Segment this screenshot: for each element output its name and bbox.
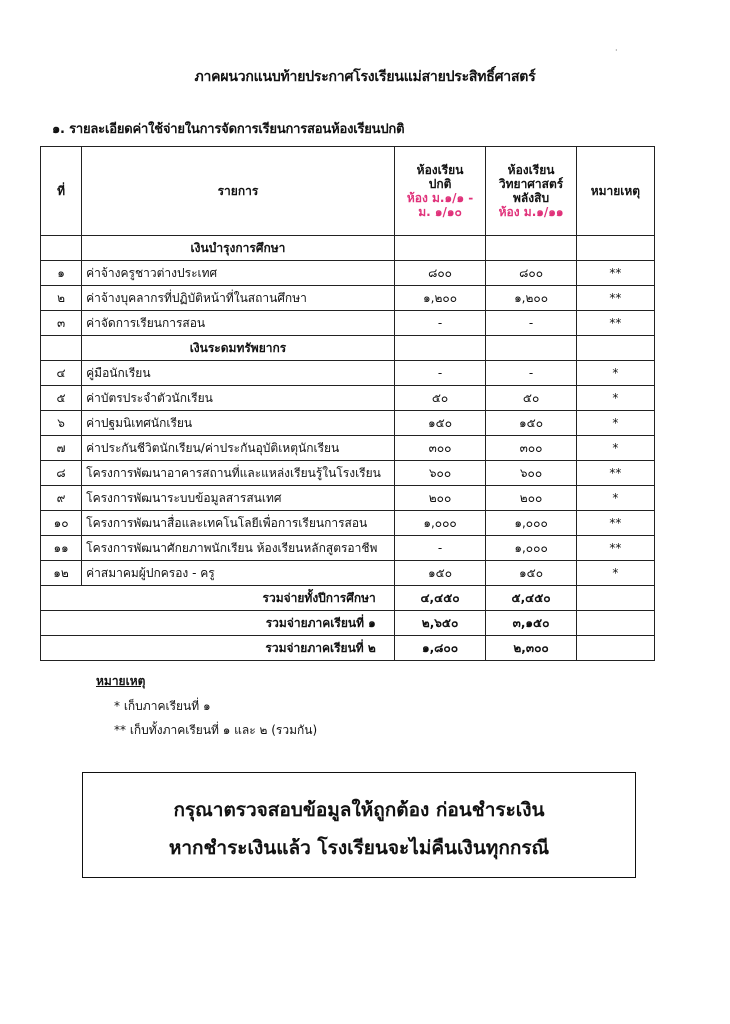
row-note: ** [576, 511, 654, 536]
row-science-amount: ๑,๐๐๐ [486, 536, 577, 561]
row-regular-amount: ๑,๒๐๐ [394, 286, 486, 311]
table-row [41, 461, 655, 486]
row-number: ๒ [41, 286, 82, 311]
remarks-line-2: ** เก็บทั้งภาคเรียนที่ ๑ และ ๒ (รวมกัน) [114, 723, 318, 737]
table-row [41, 286, 655, 311]
row-regular-amount: ๘๐๐ [394, 261, 486, 286]
total-science-amount: ๒,๓๐๐ [486, 636, 577, 661]
row-science-amount: ๒๐๐ [486, 486, 577, 511]
row-number: ๔ [41, 361, 82, 386]
row-item: ค่าปฐมนิเทศนักเรียน [82, 411, 395, 436]
header-item: รายการ [82, 147, 395, 236]
header-regular-line2: ปกติ [428, 177, 452, 191]
section-title: ๑. รายละเอียดค่าใช้จ่ายในการจัดการเรียนการสอนห้องเรียนปกติ [52, 122, 405, 137]
row-regular-amount: ๒๐๐ [394, 486, 486, 511]
table-row [41, 311, 655, 336]
group-blank [576, 336, 654, 361]
header-regular-rooms: ห้อง ม.๑/๑ - [406, 191, 474, 205]
row-science-amount: ๑,๒๐๐ [486, 286, 577, 311]
row-number: ๕ [41, 386, 82, 411]
total-row [41, 636, 655, 661]
row-note: * [576, 386, 654, 411]
row-regular-amount: ๑,๐๐๐ [394, 511, 486, 536]
total-regular-amount: ๑,๘๐๐ [394, 636, 486, 661]
group-row-resource-mobilization [41, 336, 655, 361]
row-regular-amount: - [394, 536, 486, 561]
header-note: หมายเหตุ [576, 147, 654, 236]
row-science-amount: ๑,๐๐๐ [486, 511, 577, 536]
stray-mark: · [615, 46, 618, 55]
row-note: ** [576, 311, 654, 336]
header-no: ที่ [41, 147, 82, 236]
group-blank [394, 336, 486, 361]
row-note: ** [576, 261, 654, 286]
row-science-amount: ๓๐๐ [486, 436, 577, 461]
row-item: โครงการพัฒนาอาคารสถานที่และแหล่งเรียนรู้ในโรงเรียน [82, 461, 395, 486]
page-title: ภาคผนวกแนบท้ายประกาศโรงเรียนแม่สายประสิทธิ์ศาสตร์ [194, 69, 536, 85]
row-number: ๑๐ [41, 511, 82, 536]
table-row [41, 486, 655, 511]
row-number: ๖ [41, 411, 82, 436]
table-row [41, 261, 655, 286]
row-number: ๑ [41, 261, 82, 286]
row-note: * [576, 486, 654, 511]
row-note: * [576, 436, 654, 461]
row-number: ๑๒ [41, 561, 82, 586]
row-note: ** [576, 536, 654, 561]
total-label: รวมจ่ายทั้งปีการศึกษา [41, 586, 395, 611]
row-regular-amount: - [394, 311, 486, 336]
group-label-resource-mobilization: เงินระดมทรัพยากร [82, 336, 395, 361]
header-science-rooms: ห้อง ม.๑/๑๑ [498, 205, 564, 219]
table-row [41, 361, 655, 386]
row-regular-amount: ๕๐ [394, 386, 486, 411]
total-row [41, 611, 655, 636]
total-science-amount: ๕,๔๕๐ [486, 586, 577, 611]
row-regular-amount: ๓๐๐ [394, 436, 486, 461]
row-note: * [576, 411, 654, 436]
total-regular-amount: ๒,๖๕๐ [394, 611, 486, 636]
row-item: ค่าจัดการเรียนการสอน [82, 311, 395, 336]
row-science-amount: ๘๐๐ [486, 261, 577, 286]
notice-line-2: หากชำระเงินแล้ว โรงเรียนจะไม่คืนเงินทุกกรณี [168, 837, 550, 859]
remarks-line-1: * เก็บภาคเรียนที่ ๑ [114, 699, 211, 713]
row-item: ค่าบัตรประจำตัวนักเรียน [82, 386, 395, 411]
group-blank [486, 336, 577, 361]
table-row [41, 386, 655, 411]
notice-line-1: กรุณาตรวจสอบข้อมูลให้ถูกต้อง ก่อนชำระเงิน [173, 799, 545, 821]
total-note-blank [576, 636, 654, 661]
group-blank [486, 236, 577, 261]
table-row [41, 411, 655, 436]
group-blank [576, 236, 654, 261]
notice-box [82, 772, 636, 878]
table-row [41, 536, 655, 561]
row-science-amount: ๕๐ [486, 386, 577, 411]
row-note: * [576, 361, 654, 386]
group-blank [41, 236, 82, 261]
group-label-education-fee: เงินบำรุงการศึกษา [82, 236, 395, 261]
row-number: ๘ [41, 461, 82, 486]
row-item: ค่าสมาคมผู้ปกครอง - ครู [82, 561, 395, 586]
row-number: ๗ [41, 436, 82, 461]
row-science-amount: ๑๕๐ [486, 561, 577, 586]
row-science-amount: ๑๕๐ [486, 411, 577, 436]
total-note-blank [576, 611, 654, 636]
header-regular-class [394, 147, 486, 236]
row-item: ค่าจ้างครูชาวต่างประเทศ [82, 261, 395, 286]
total-regular-amount: ๔,๔๕๐ [394, 586, 486, 611]
row-science-amount: - [486, 311, 577, 336]
header-regular-line1: ห้องเรียน [416, 163, 464, 177]
total-label: รวมจ่ายภาคเรียนที่ ๒ [41, 636, 395, 661]
row-regular-amount: - [394, 361, 486, 386]
header-science-line3: พลังสิบ [513, 191, 550, 205]
total-row [41, 586, 655, 611]
row-item: โครงการพัฒนาศักยภาพนักเรียน ห้องเรียนหลักสูตรอาชีพ [82, 536, 395, 561]
row-regular-amount: ๖๐๐ [394, 461, 486, 486]
table-row [41, 561, 655, 586]
row-number: ๙ [41, 486, 82, 511]
row-item: ค่าจ้างบุคลากรที่ปฏิบัติหน้าที่ในสถานศึกษา [82, 286, 395, 311]
table-row [41, 436, 655, 461]
row-note: * [576, 561, 654, 586]
row-regular-amount: ๑๕๐ [394, 411, 486, 436]
group-blank [394, 236, 486, 261]
group-row-education-fee [41, 236, 655, 261]
group-blank [41, 336, 82, 361]
row-regular-amount: ๑๕๐ [394, 561, 486, 586]
fee-table [40, 146, 655, 661]
row-number: ๓ [41, 311, 82, 336]
header-row [41, 147, 655, 236]
row-item: โครงการพัฒนาระบบข้อมูลสารสนเทศ [82, 486, 395, 511]
total-note-blank [576, 586, 654, 611]
remarks [96, 672, 317, 745]
row-note: ** [576, 461, 654, 486]
header-science-line2: วิทยาศาสตร์ [498, 177, 564, 191]
table-row [41, 511, 655, 536]
remarks-heading: หมายเหตุ [96, 674, 146, 688]
header-science-line1: ห้องเรียน [507, 163, 555, 177]
header-science-class [486, 147, 577, 236]
row-science-amount: - [486, 361, 577, 386]
row-number: ๑๑ [41, 536, 82, 561]
row-science-amount: ๖๐๐ [486, 461, 577, 486]
row-item: ค่าประกันชีวิตนักเรียน/ค่าประกันอุบัติเหตุนักเรียน [82, 436, 395, 461]
row-item: คู่มือนักเรียน [82, 361, 395, 386]
total-science-amount: ๓,๑๕๐ [486, 611, 577, 636]
total-label: รวมจ่ายภาคเรียนที่ ๑ [41, 611, 395, 636]
row-note: ** [576, 286, 654, 311]
header-regular-rooms-2: ม. ๑/๑๐ [418, 205, 462, 219]
row-item: โครงการพัฒนาสื่อและเทคโนโลยีเพื่อการเรียนการสอน [82, 511, 395, 536]
